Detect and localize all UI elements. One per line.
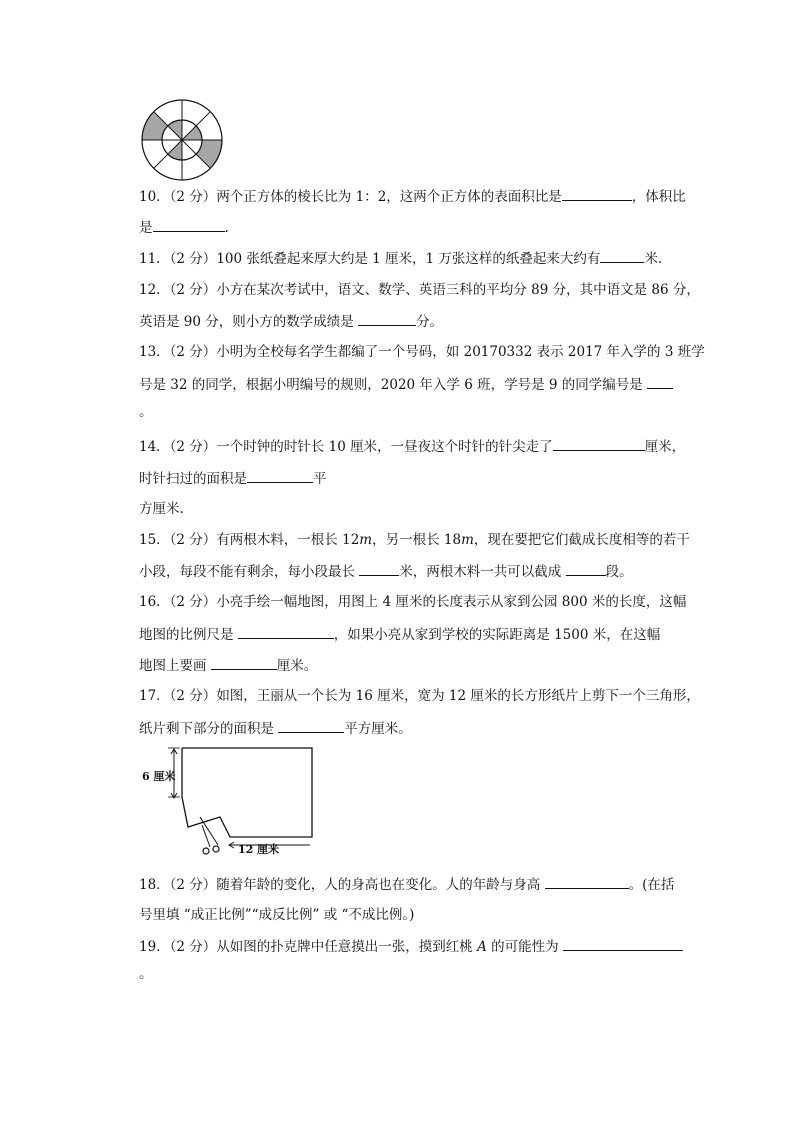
question-18-line2: 号里填 “成正比例”“成反比例” 或 “不成比例。) <box>139 907 415 923</box>
question-13-line2: 号是 32 的同学，根据小明编号的规则，2020 年入学 6 班，学号是 9 的同学编号是 <box>139 376 673 393</box>
circle-figure <box>139 97 225 187</box>
question-16-line2: 地图的比例尺是 ，如果小亮从家到学校的实际距离是 1500 米，在这幅 <box>139 627 661 643</box>
answer-blank[interactable] <box>566 563 606 576</box>
question-16-line3: 地图上要画 厘米。 <box>139 658 318 674</box>
question-12: 12．（2 分）小方在某次考试中，语文、数学、英语三科的平均分 89 分，其中语文是 86 分， <box>139 282 700 298</box>
question-17: 17．（2 分）如图，王丽从一个长为 16 厘米，宽为 12 厘米的长方形纸片上剪下一个三角形， <box>139 688 700 704</box>
answer-blank[interactable] <box>238 626 334 639</box>
question-19-line2: 。 <box>139 966 153 982</box>
question-13: 13．（2 分）小明为全校每名学生都编了一个号码，如 20170332 表示 2017 年入学的 3 班学 <box>139 344 705 360</box>
question-14-line2: 时针扫过的面积是 平 <box>139 471 327 487</box>
answer-blank[interactable] <box>153 219 225 232</box>
cut-rectangle-figure <box>140 745 318 867</box>
label-6cm: 6 厘米 <box>142 770 176 783</box>
answer-blank[interactable] <box>545 876 629 889</box>
question-12-line2: 英语是 90 分，则小方的数学成绩是 分。 <box>139 314 444 330</box>
label-12cm: 12 厘米 <box>238 843 280 856</box>
question-17-line2: 纸片剩下部分的面积是 平方厘米。 <box>139 721 412 737</box>
question-13-line3: 。 <box>139 404 153 420</box>
question-11: 11．（2 分）100 张纸叠起来厚大约是 1 厘米，1 万张这样的纸叠起来大约有 米. <box>139 251 663 267</box>
answer-blank[interactable] <box>358 313 416 326</box>
answer-blank[interactable] <box>563 938 683 951</box>
question-10: 10．（2 分）两个正方体的棱长比为 1：2，这两个正方体的表面积比是 ，体积比 <box>139 189 686 205</box>
scissors-icon <box>203 848 209 854</box>
question-10-line2: 是 . <box>139 220 229 236</box>
question-14-line3: 方厘米. <box>139 501 184 517</box>
question-15: 15．（2 分）有两根木料，一根长 12m，另一根长 18m，现在要把它们截成长度相等的若干 <box>139 532 690 548</box>
answer-blank[interactable] <box>553 438 645 451</box>
question-14: 14．（2 分）一个时钟的时针长 10 厘米，一昼夜这个时针的针尖走了 厘米， <box>139 439 686 455</box>
answer-blank[interactable] <box>562 188 632 201</box>
answer-blank[interactable] <box>600 250 644 263</box>
answer-blank[interactable] <box>211 657 277 670</box>
answer-blank[interactable] <box>278 720 344 733</box>
answer-blank[interactable] <box>359 563 399 576</box>
answer-blank[interactable] <box>247 470 313 483</box>
question-19: 19．（2 分）从如图的扑克牌中任意摸出一张，摸到红桃 A 的可能性为 <box>139 938 683 955</box>
question-16: 16．（2 分）小亮手绘一幅地图，用图上 4 厘米的长度表示从家到公园 800 米的长度，这幅 <box>139 594 687 610</box>
question-18: 18．（2 分）随着年龄的变化，人的身高也在变化。人的年龄与身高 。(在括 <box>139 877 675 893</box>
question-15-line2: 小段，每段不能有剩余，每小段最长 米，两根木料一共可以截成 段。 <box>139 564 633 580</box>
answer-blank[interactable] <box>647 376 673 389</box>
